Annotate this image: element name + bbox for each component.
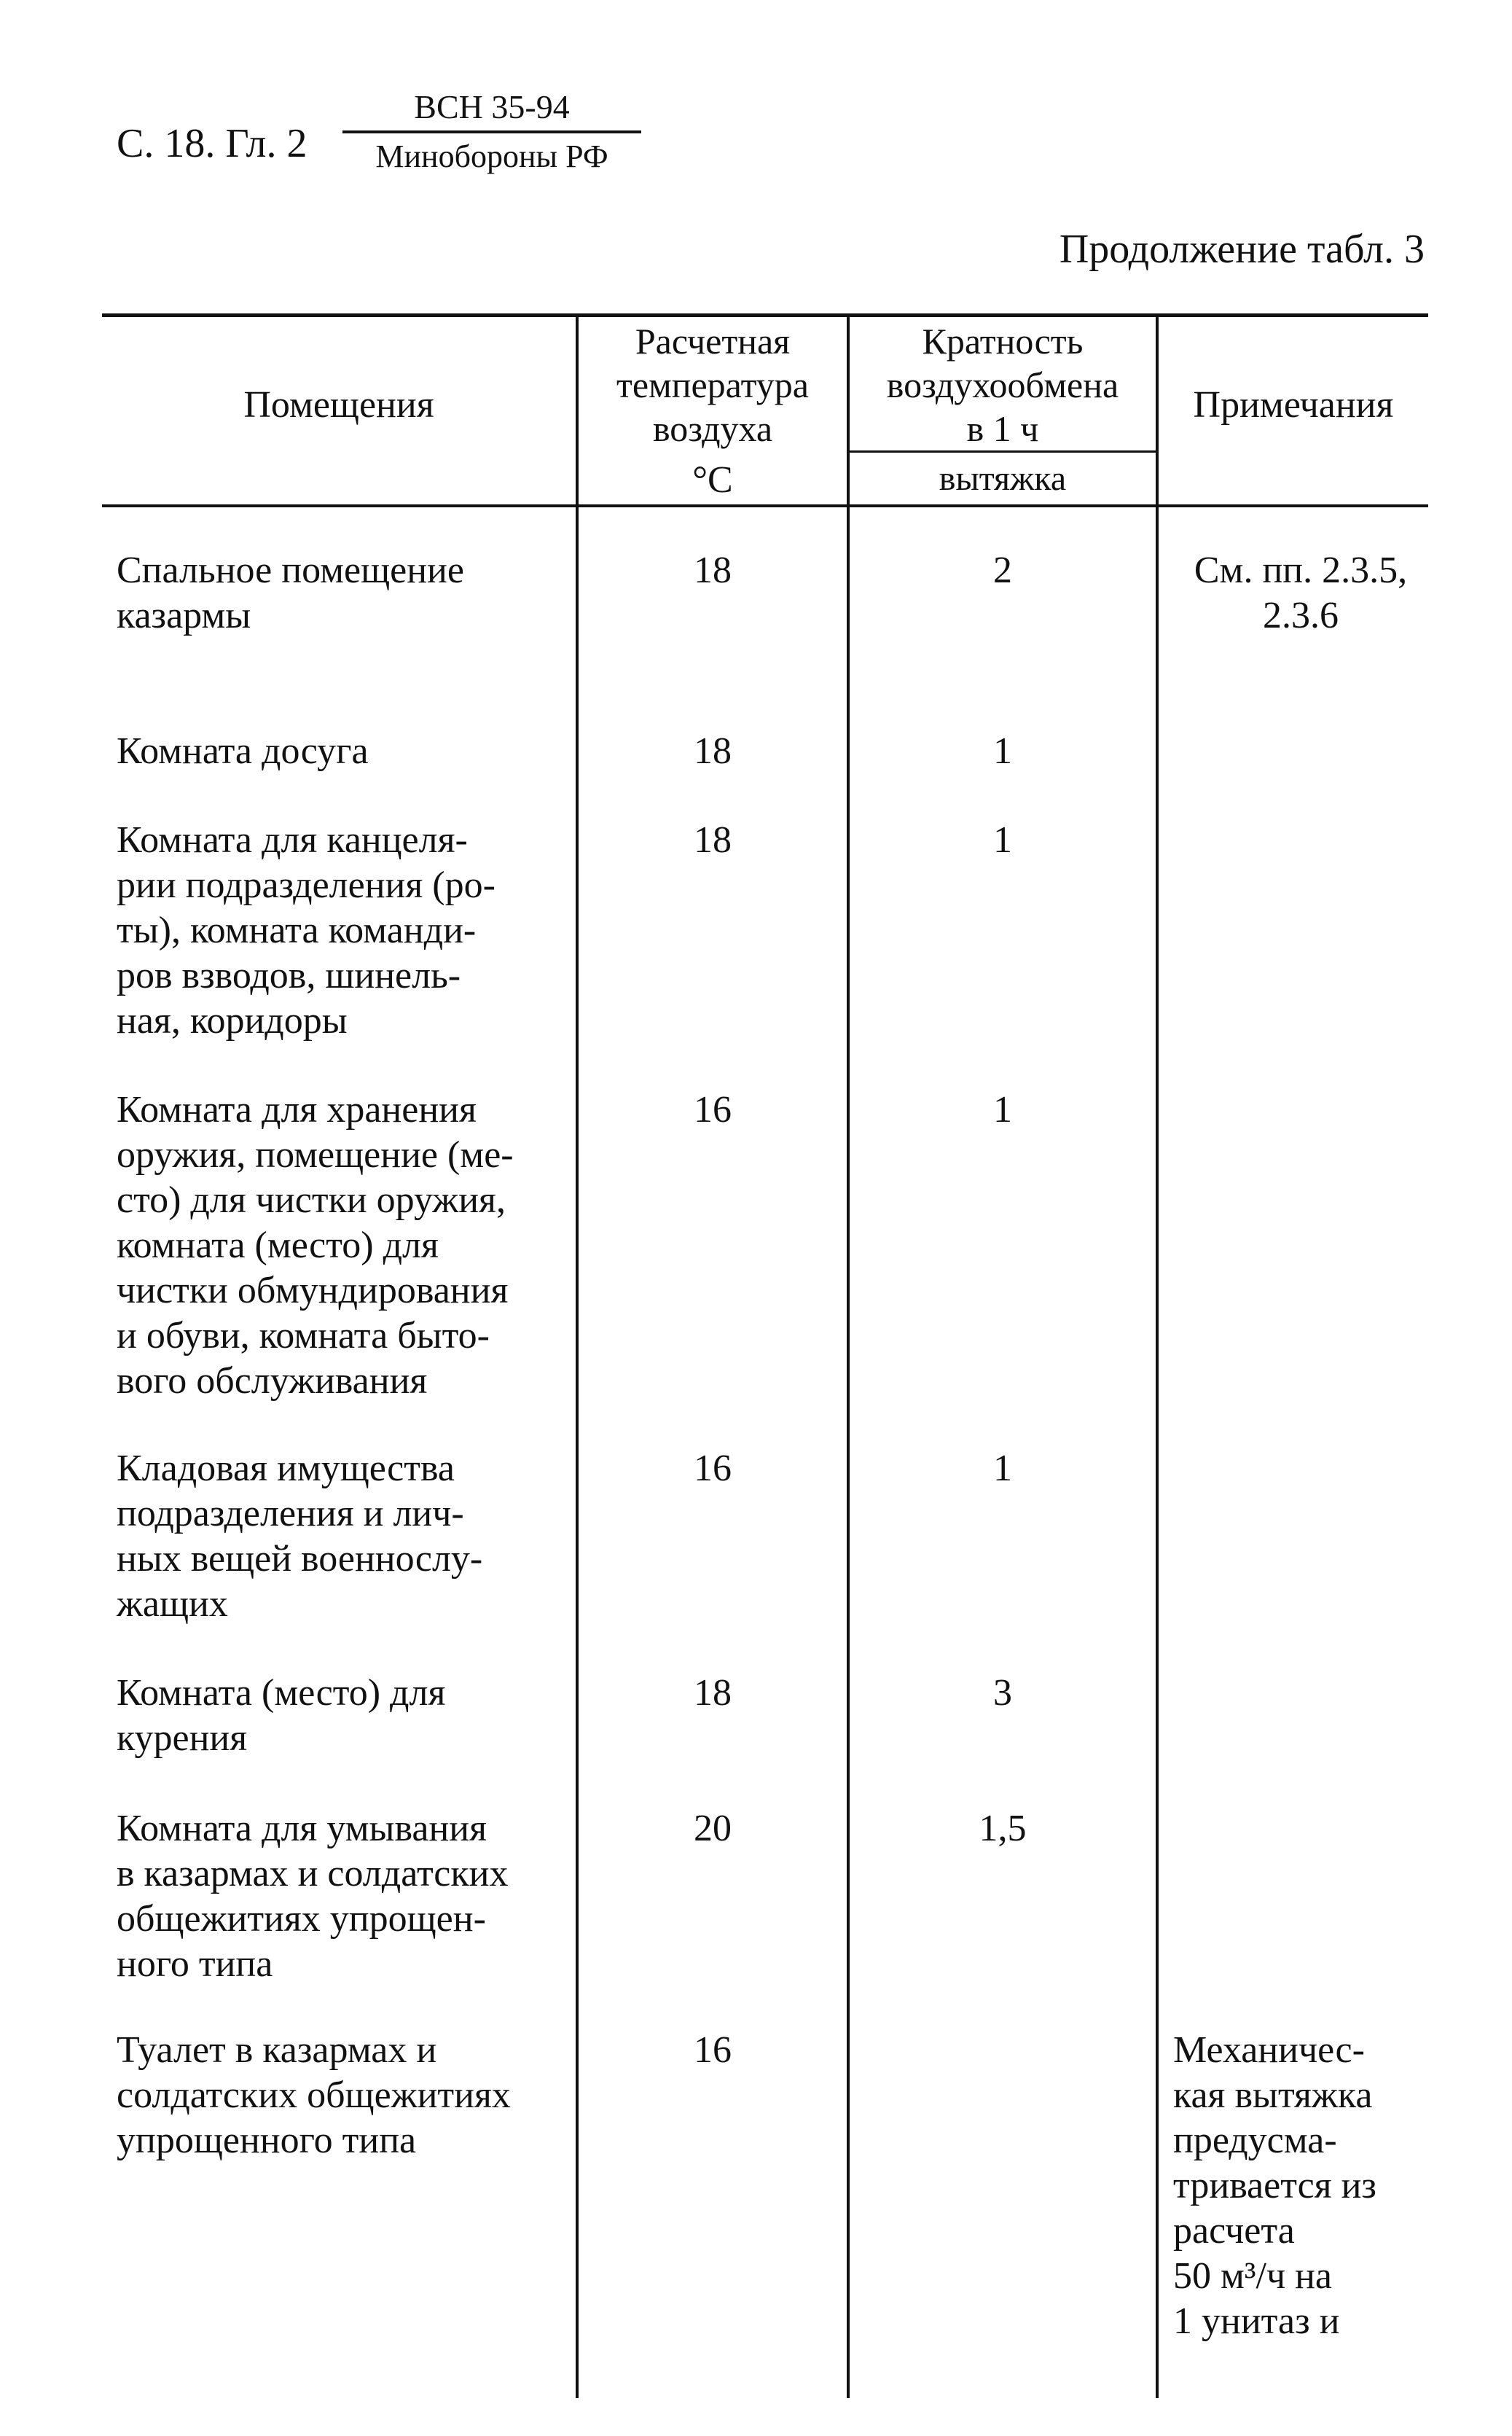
table-top-rule (102, 313, 1428, 317)
table-row-exhaust: 1,5 (979, 1808, 1027, 1849)
column-header-exhaust: вытяжка (939, 459, 1067, 498)
table-row-temperature: 16 (694, 2029, 732, 2071)
header-bottom-rule (102, 504, 1428, 507)
table-row-temperature: 16 (694, 1448, 732, 1489)
header-sub-rule (848, 450, 1157, 453)
table-row-temperature: 20 (694, 1808, 732, 1849)
table-row-room: Комната досуга (117, 730, 369, 772)
column-header-notes: Примечания (1193, 384, 1394, 426)
table-row-temperature: 16 (694, 1089, 732, 1131)
ventilation-table (102, 313, 1428, 2398)
table-continuation-label: Продолжение табл. 3 (1059, 227, 1425, 272)
column-divider-3 (1156, 313, 1159, 2398)
table-row-temperature: 18 (694, 730, 732, 772)
table-row-temperature: 18 (694, 1672, 732, 1714)
table-row-room: Комната для хранения оружия, помещение (ме- сто) для чистки оружия, комната (место) для чистки обмундирования и обуви, комната быто- вого обслуживания (117, 1089, 514, 1402)
table-row-exhaust: 1 (993, 1089, 1012, 1131)
table-row-note: См. пп. 2.3.5, 2.3.6 (1194, 550, 1408, 636)
document-code-number: ВСН 35-94 (342, 87, 641, 133)
table-row-temperature: 18 (694, 550, 732, 591)
page-reference: С. 18. Гл. 2 (117, 121, 308, 166)
table-row-exhaust: 1 (993, 819, 1012, 861)
table-row-exhaust: 1 (993, 730, 1012, 772)
table-row-room: Туалет в казармах и солдатских общежитиях упрощенного типа (117, 2029, 511, 2161)
table-row-room: Комната для умывания в казармах и солдатских общежитиях упрощен- ного типа (117, 1808, 509, 1985)
document-code (342, 87, 641, 175)
table-row-room: Комната для канцеля- рии подразделения (ро- ты), комната команди- ров взводов, шинель- ная, коридоры (117, 819, 495, 1042)
table-row-exhaust: 1 (993, 1448, 1012, 1489)
column-header-rooms: Помещения (243, 384, 434, 426)
table-row-exhaust: 2 (993, 550, 1012, 591)
table-row-room: Комната (место) для курения (117, 1672, 446, 1759)
column-header-temperature-unit: °С (692, 459, 733, 501)
page-header (117, 87, 772, 190)
column-header-temperature: Расчетная температура воздуха (616, 321, 809, 449)
table-row-temperature: 18 (694, 819, 732, 861)
table-row-note: Механичес- кая вытяжка предусма- тривается из расчета 50 м³/ч на 1 унитаз и (1173, 2029, 1376, 2342)
document-code-issuer: Минобороны РФ (375, 138, 608, 174)
column-header-air-exchange: Кратность воздухообмена в 1 ч (886, 321, 1119, 449)
table-row-room: Спальное помещение казармы (117, 550, 464, 636)
table-row-room: Кладовая имущества подразделения и лич- ных вещей военнослу- жащих (117, 1448, 483, 1625)
table-row-exhaust: 3 (993, 1672, 1012, 1714)
column-divider-2 (847, 313, 850, 2398)
